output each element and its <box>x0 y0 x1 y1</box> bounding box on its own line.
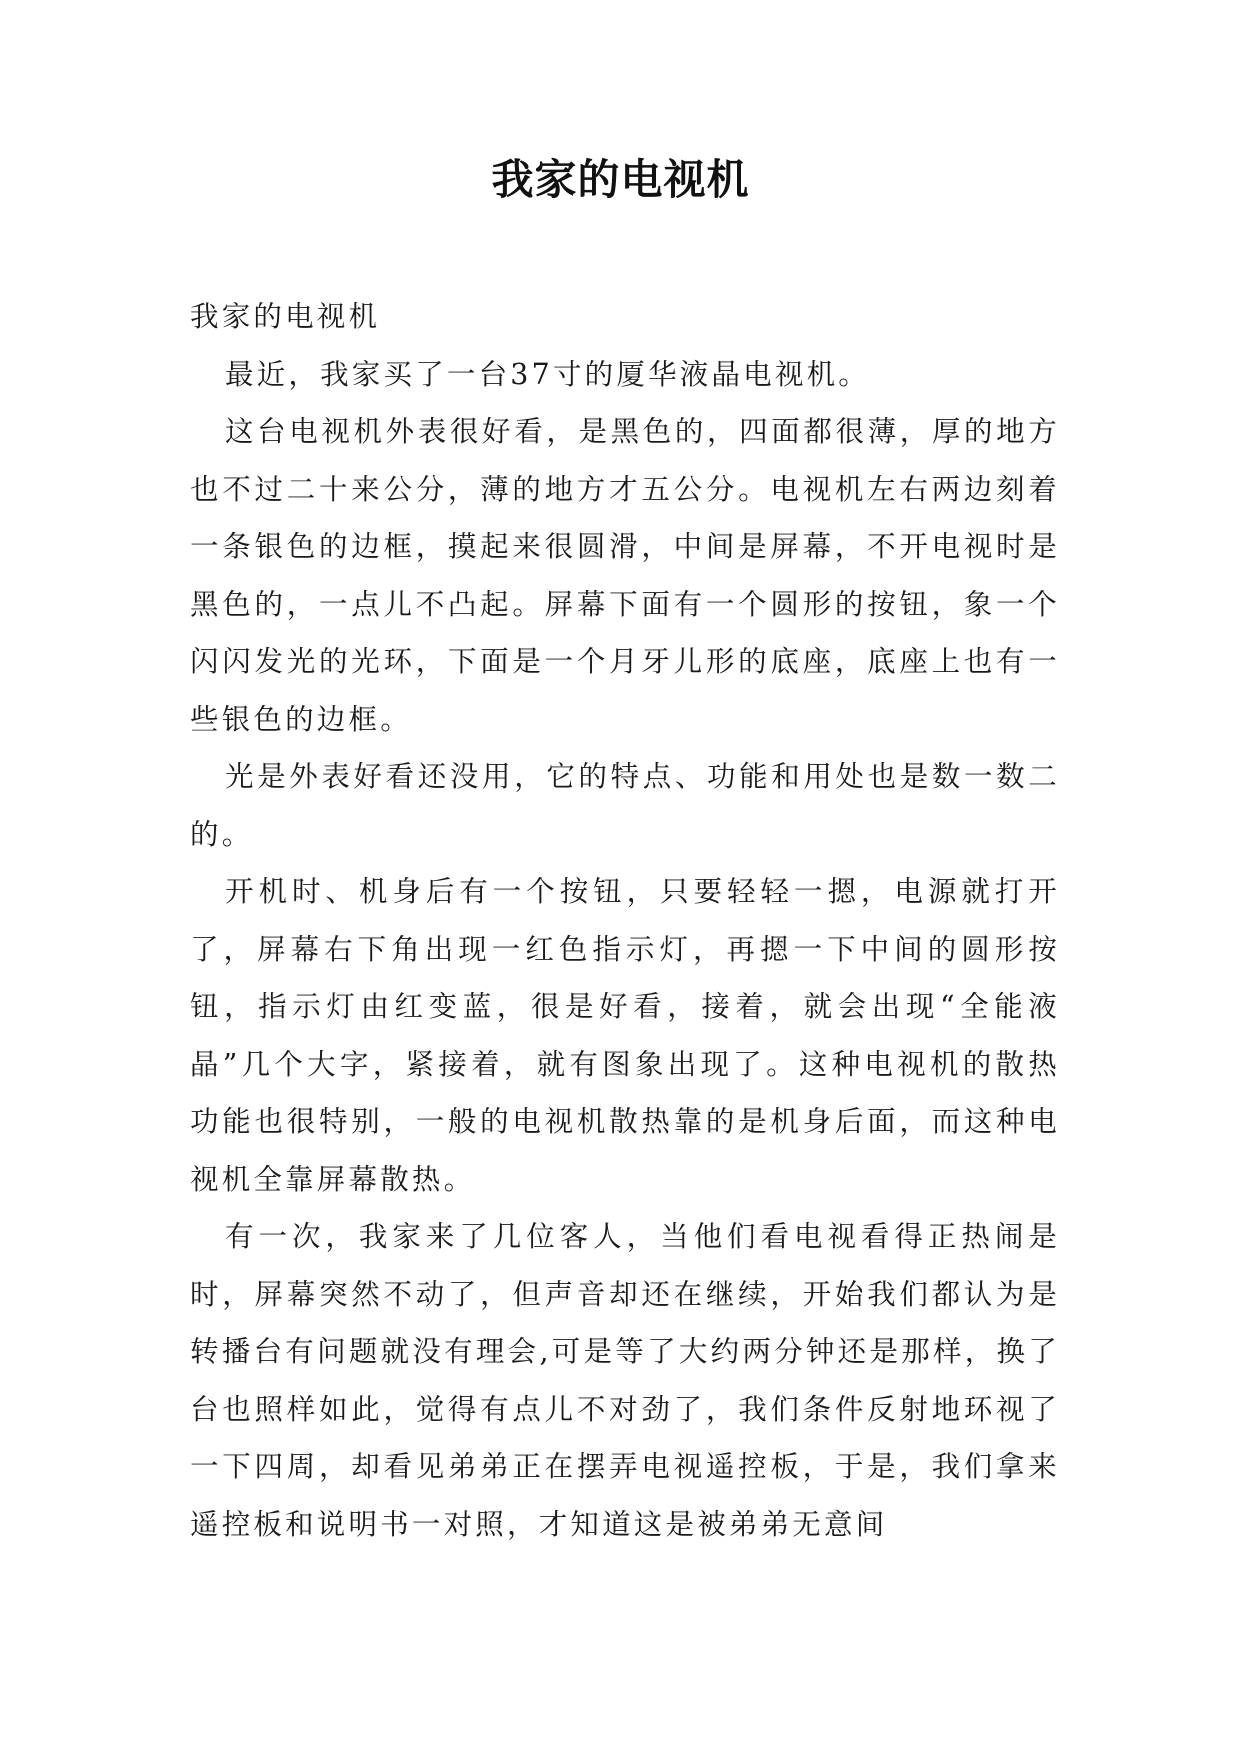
paragraph: 有一次，我家来了几位客人，当他们看电视看得正热闹是时，屏幕突然不动了，但声音却还在继续，开始我们都认为是转播台有问题就没有理会,可是等了大约两分钟还是那样，换了台也照样如此，觉得有点儿不对劲了，我们条件反射地环视了一下四周，却看见弟弟正在摆弄电视遥控板，于是，我们拿来遥控板和说明书一对照，才知道这是被弟弟无意间 <box>190 1220 1060 1541</box>
paragraph: 开机时、机身后有一个按钮，只要轻轻一摁，电源就打开了，屏幕右下角出现一红色指示灯，再摁一下中间的圆形按钮，指示灯由红变蓝，很是好看，接着，就会出现“全能液晶”几个大字，紧接着，就有图象出现了。这种电视机的散热功能也很特别，一般的电视机散热靠的是机身后面，而这种电视机全靠屏幕散热。 <box>190 875 1060 1196</box>
document-title: 我家的电视机 <box>491 155 750 204</box>
paragraph: 最近，我家买了一台37寸的厦华液晶电视机。 <box>225 357 870 391</box>
document-subtitle: 我家的电视机 <box>190 300 381 333</box>
paragraph: 这台电视机外表很好看，是黑色的，四面都很薄，厚的地方也不过二十来公分，薄的地方才五公分。电视机左右两边刻着一条银色的边框，摸起来很圆滑，中间是屏幕，不开电视时是黑色的，一点儿不凸起。屏幕下面有一个圆形的按钮，象一个闪闪发光的光环，下面是一个月牙儿形的底座，底座上也有一些银色的边框。 <box>190 415 1060 736</box>
document-body <box>190 288 1060 1553</box>
paragraph: 光是外表好看还没用，它的特点、功能和用处也是数一数二的。 <box>190 760 1060 851</box>
